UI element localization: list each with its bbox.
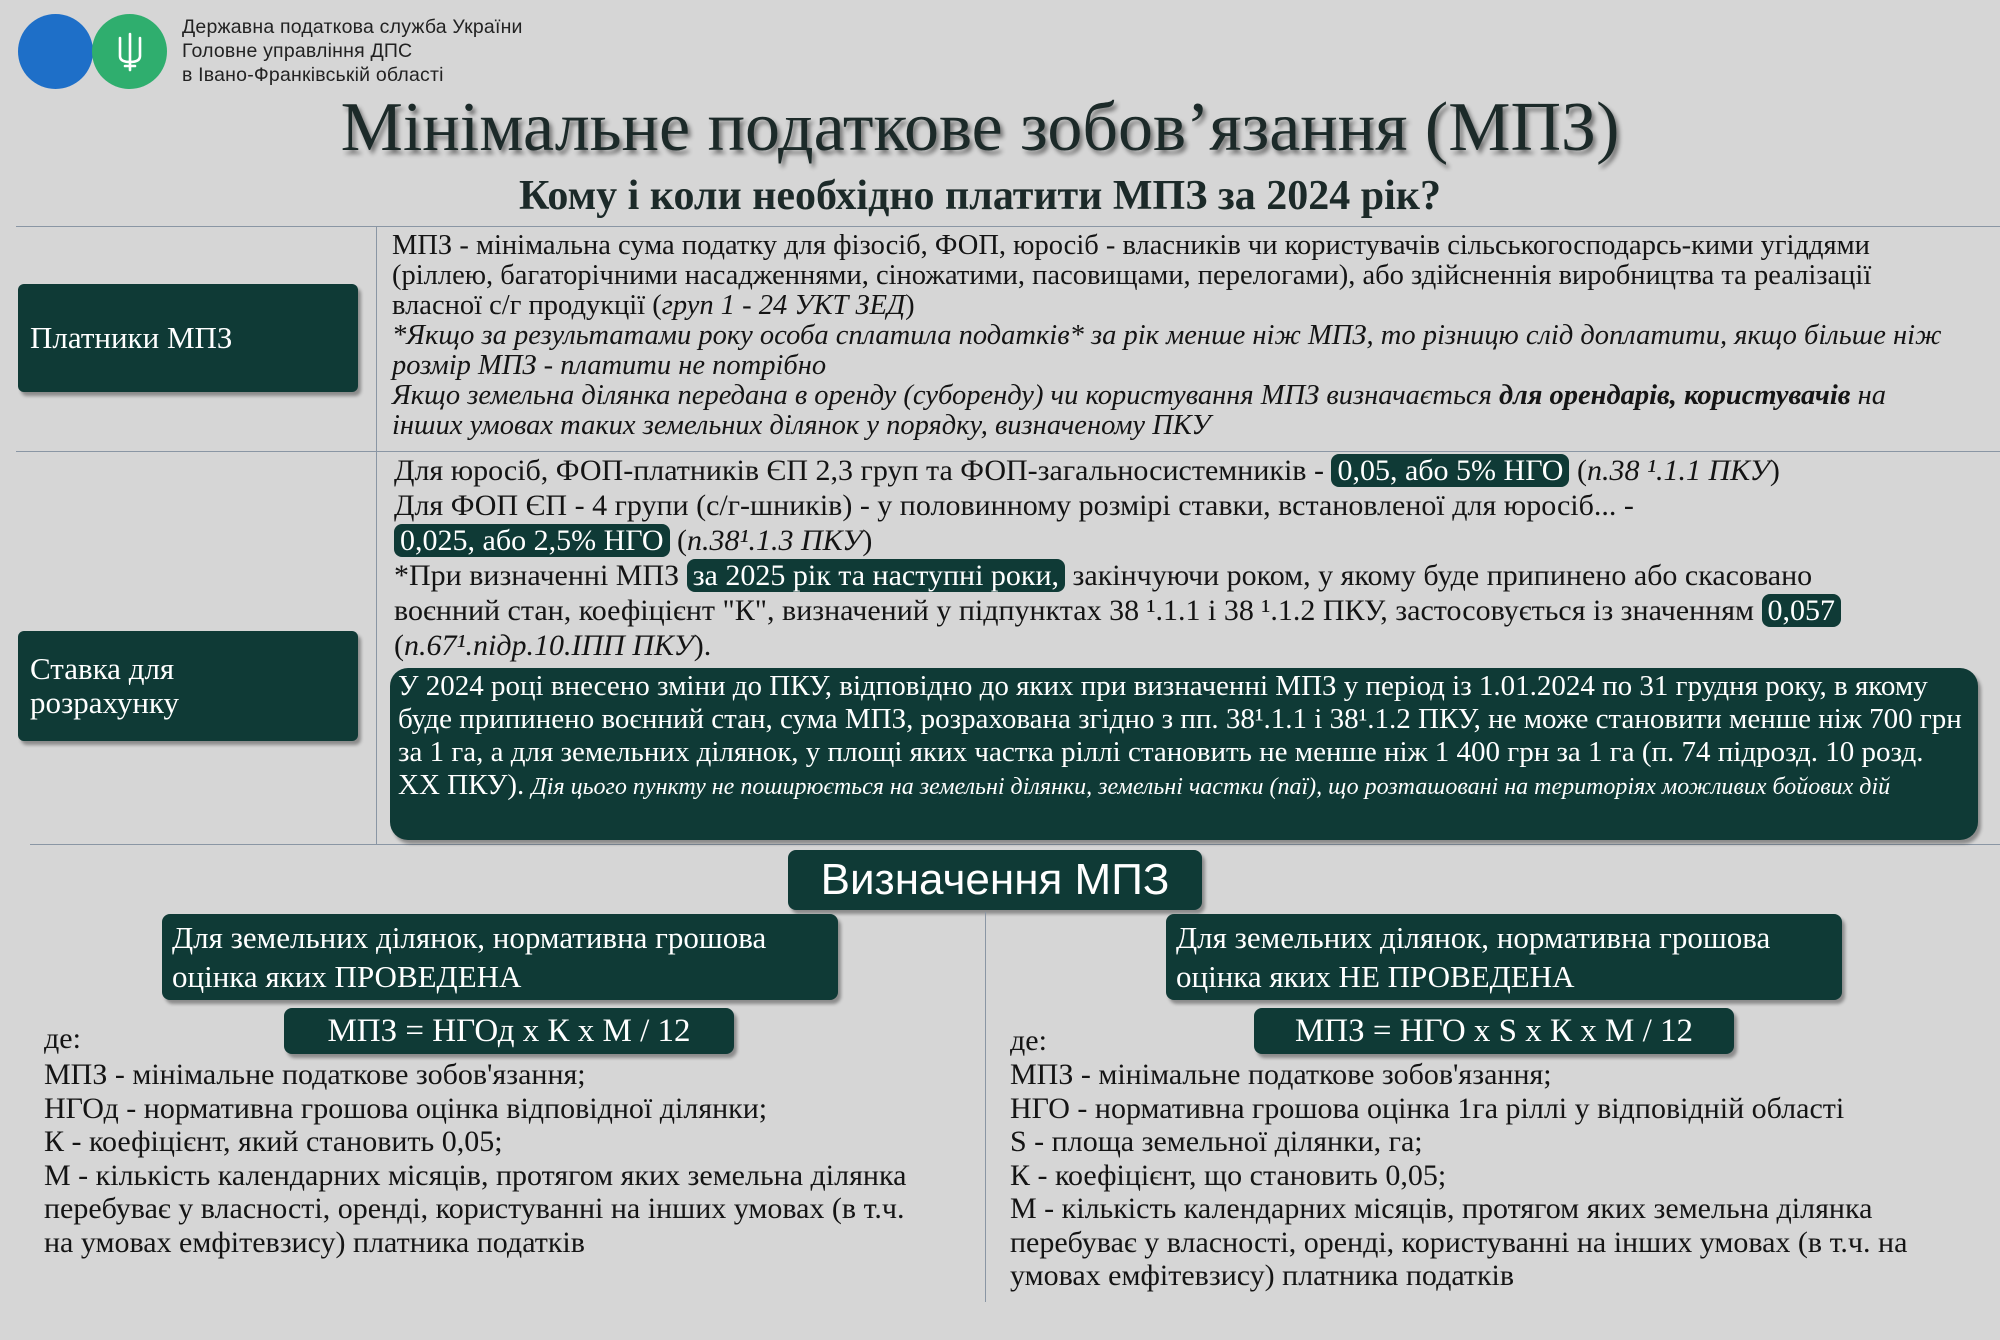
left-legend-item: МПЗ - мінімальне податкове зобов'язання; [44, 1058, 586, 1091]
right-legend-item: К - коефіцієнт, що становить 0,05; [1010, 1158, 1447, 1192]
right-legend-item: S - площа земельної ділянки, га; [1010, 1125, 1423, 1158]
table-mid-line [16, 451, 2000, 452]
payers-note: *Якщо за результатами року особа сплатила податків* за рік менше ніж МПЗ, то різницю слід доплатити, якщо більше ніж розмір МПЗ - платити не потрібно [392, 320, 1942, 381]
logo [18, 14, 168, 90]
left-legend-item: М - кількість календарних місяців, протягом яких земельна ділянка перебуває у власності, оренді, користуванні на інших умовах (в т.ч. на умовах емфітевзису) платника податків [44, 1158, 907, 1259]
right-formula: МПЗ = НГО х S х К х М / 12 [1294, 1012, 1694, 1049]
table-top-line [16, 226, 2000, 227]
rate-2024-exception: Дія цього пункту не поширюється на земельні ділянки, земельні частки (паї), що розташовані на територіях можливих бойових дій [531, 774, 1891, 800]
rate-2025: *При визначенні МПЗ за 2025 рік та наступні роки, закінчуючи роком, у якому буде припинено або скасовано воєнний стан, коефіцієнт "К", визначений у підпунктах 38 ¹.1.1 і 38 ¹.1.2 ПКУ, застосовується із значенням 0,057 (п.67¹.підр.10.ІПП ПКУ). [394, 558, 1894, 663]
org-name: Державна податкова служба України Головне управління ДПС в Івано-Франківській області [182, 16, 523, 86]
right-header: Для земельних ділянок, нормативна грошова оцінка яких НЕ ПРОВЕДЕНА [1176, 920, 1771, 994]
left-legend-item: НГОд - нормативна грошова оцінка відповідної ділянки; [44, 1091, 768, 1125]
left-header-box [162, 914, 838, 1000]
left-formula: МПЗ = НГОд х К х М / 12 [327, 1012, 691, 1049]
rate-text [394, 453, 1974, 663]
definition-title-box [788, 850, 1202, 910]
payers-label-box [18, 284, 358, 392]
left-legend-item: К - коефіцієнт, який становить 0,05; [44, 1125, 503, 1158]
payers-text [392, 231, 1962, 441]
left-legend [44, 1058, 944, 1259]
rate-2024-box [390, 668, 1978, 840]
right-legend-item: М - кількість календарних місяців, протягом яких земельна ділянка перебуває у власності, оренді, користуванні на інших умовах (в т.ч. на умовах емфітевзису) платника податків [1010, 1192, 1908, 1292]
page-title: Мінімальне податкове зобов’язання (МПЗ) [340, 89, 1620, 166]
trident-icon [114, 32, 146, 72]
rate-label: Ставка для розрахунку [30, 651, 180, 720]
payers-label: Платники МПЗ [30, 320, 233, 355]
right-where: де: [1010, 1024, 1047, 1057]
payers-definition: МПЗ - мінімальна сума податку для фізосіб, ФОП, юросіб - власників чи користувачів сільськогосподарсь-кими угіддями (ріллею, багаторічними насадженнями, сіножатими, пасовищами, перелогами), або здійсненнія виробництва та реалізації власної с/г продукції (груп 1 - 24 УКТ ЗЕД) [392, 230, 1872, 321]
right-header-box [1166, 914, 1842, 1000]
right-legend-item: НГО - нормативна грошова оцінка 1га ріллі у відповідній області [1010, 1091, 1845, 1125]
rate-legal-entities: Для юросіб, ФОП-платників ЄП 2,3 груп та ФОП-загальносистемників - 0,05, або 5% НГО (п.38 ¹.1.1 ПКУ) [394, 454, 1780, 487]
definition-divider [985, 912, 986, 1302]
rate-2024-text: У 2024 році внесено зміни до ПКУ, відповідно до яких при визначенні МПЗ у період із 1.01.2024 по 31 грудня року, в якому буде припинено воєнний стан, сума МПЗ, розрахована згідно з пп. 38¹.1.1 і 38¹.1.2 ПКУ, не може становити менше ніж 700 грн за 1 га, а для земельних ділянок, у площі яких частка ріллі становить не менше ніж 1 400 грн за 1 га (п. 74 підрозд. 10 розд. XX ПКУ). [398, 670, 1962, 801]
right-legend-item: МПЗ - мінімальне податкове зобов'язання; [1010, 1058, 1552, 1091]
payers-lease: Якщо земельна ділянка передана в оренду (суборенду) чи користування МПЗ визначається для орендарів, користувачів на інших умовах таких земельних ділянок у порядку, визначеному ПКУ [392, 380, 1887, 441]
table-bottom-line [30, 844, 2000, 845]
page-subtitle: Кому і коли необхідно платити МПЗ за 2024 рік? [519, 173, 1441, 219]
definition-title: Визначення МПЗ [820, 855, 1170, 904]
table-col-divider [376, 226, 377, 844]
logo-blue-circle [18, 14, 93, 89]
rate-highlight-005: 0,05, або 5% НГО [1331, 454, 1569, 487]
left-formula-box [284, 1008, 734, 1054]
right-formula-box [1254, 1008, 1734, 1054]
left-header: Для земельних ділянок, нормативна грошова оцінка яких ПРОВЕДЕНА [172, 920, 767, 994]
rate-highlight-2025: за 2025 рік та наступні роки, [687, 559, 1065, 592]
rate-highlight-0025: 0,025, або 2,5% НГО [394, 524, 670, 557]
rate-group4: Для ФОП ЄП - 4 групи (с/г-шників) - у половинному розмірі ставки, встановленої для юросіб... - 0,025, або 2,5% НГО (п.38¹.1.3 ПКУ) [394, 489, 1634, 557]
right-legend [1010, 1058, 1990, 1293]
left-where: де: [44, 1022, 81, 1055]
rate-highlight-0057: 0,057 [1762, 594, 1842, 627]
rate-label-box [18, 631, 358, 741]
